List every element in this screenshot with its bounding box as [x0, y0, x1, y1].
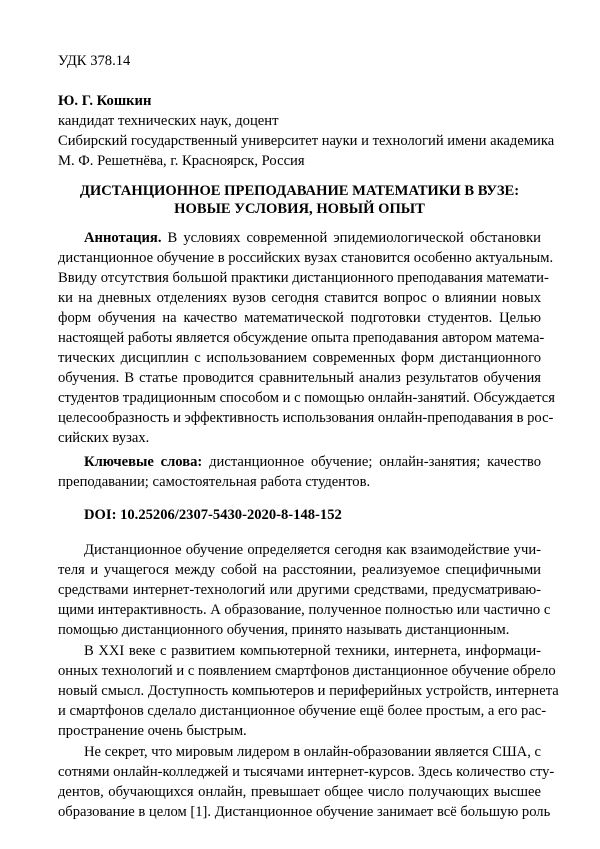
keywords-first-line	[84, 452, 541, 472]
abstract-line: сийских вузах.	[58, 430, 150, 446]
body-line: Дистанционное обучение определяется сегодня как взаимодействие учи-	[84, 542, 541, 558]
abstract-first-line	[84, 228, 541, 248]
abstract-line: дистанционное обучение в российских вузах становится особенно актуальным.	[58, 250, 554, 266]
body-line: В XXI веке с развитием компьютерной техники, интернета, информаци-	[84, 643, 541, 659]
article-title-line-1: ДИСТАНЦИОННОЕ ПРЕПОДАВАНИЕ МАТЕМАТИКИ В ВУЗЕ:	[79, 183, 520, 199]
body-line: образование в целом [1]. Дистанционное обучение занимает всё большую роль	[58, 804, 551, 820]
udc-code: УДК 378.14	[58, 53, 131, 69]
abstract-line: обучения. В статье проводится сравнительный анализ результатов обучения	[58, 370, 541, 386]
abstract-label: Аннотация.	[84, 230, 162, 246]
author-name: Ю. Г. Кошкин	[58, 93, 152, 109]
body-line: сотнями онлайн-колледжей и тысячами интернет-курсов. Здесь количество сту-	[58, 764, 555, 780]
author-affiliation-line-1: Сибирский государственный университет науки и технологий имени академика	[58, 133, 555, 149]
body-line: Не секрет, что мировым лидером в онлайн-образовании является США, с	[84, 744, 541, 760]
body-line: и смартфонов сделало дистанционное обучение ещё более простым, а его рас-	[58, 703, 547, 719]
abstract-line: студентов традиционным способом и с помощью онлайн-занятий. Обсуждается	[58, 390, 555, 406]
body-line: дентов, обучающихся онлайн, превышает общее число получающих высшее	[58, 784, 541, 800]
abstract-line: форм обучения на качество математической подготовки студентов. Целью	[58, 310, 541, 326]
body-line: щими интерактивность. А образование, полученное полностью или частично с	[58, 602, 551, 618]
body-line: помощью дистанционного обучения, принято называть дистанционным.	[58, 622, 510, 638]
body-line: теля и учащегося между собой на расстоянии, реализуемое специфичными	[58, 562, 541, 578]
body-line: пространение очень быстрым.	[58, 723, 247, 739]
abstract-line: целесообразность и эффективность использования онлайн-преподавания в рос-	[58, 410, 554, 426]
doi-line: DOI: 10.25206/2307-5430-2020-8-148-152	[84, 507, 342, 523]
abstract-line: тических дисциплин с использованием современных форм дистанционного	[58, 350, 541, 366]
abstract-line: настоящей работы является обсуждение опыта преподавания автором матема-	[58, 330, 545, 346]
article-title-line-2: НОВЫЕ УСЛОВИЯ, НОВЫЙ ОПЫТ	[174, 201, 425, 217]
keywords-line: преподавании; самостоятельная работа студентов.	[58, 474, 371, 490]
abstract-line: Ввиду отсутствия большой практики дистанционного преподавания математи-	[58, 270, 549, 286]
author-degree: кандидат технических наук, доцент	[58, 113, 279, 129]
keywords-first-line-text: дистанционное обучение; онлайн-занятия; качество	[209, 454, 541, 470]
abstract-first-line-text: В условиях современной эпидемиологической обстановки	[167, 230, 541, 246]
abstract-line: ки на дневных отделениях вузов сегодня ставится вопрос о влиянии новых	[58, 290, 541, 306]
author-affiliation-line-2: М. Ф. Решетнёва, г. Красноярск, Россия	[58, 153, 305, 169]
keywords-label: Ключевые слова:	[84, 454, 203, 470]
body-line: средствами интернет-технологий или другими средствами, предусматриваю-	[58, 582, 541, 598]
body-line: онных технологий и с появлением смартфонов дистанционное обучение обрело	[58, 663, 556, 679]
body-line: новый смысл. Доступность компьютеров и периферийных устройств, интернета	[58, 683, 559, 699]
